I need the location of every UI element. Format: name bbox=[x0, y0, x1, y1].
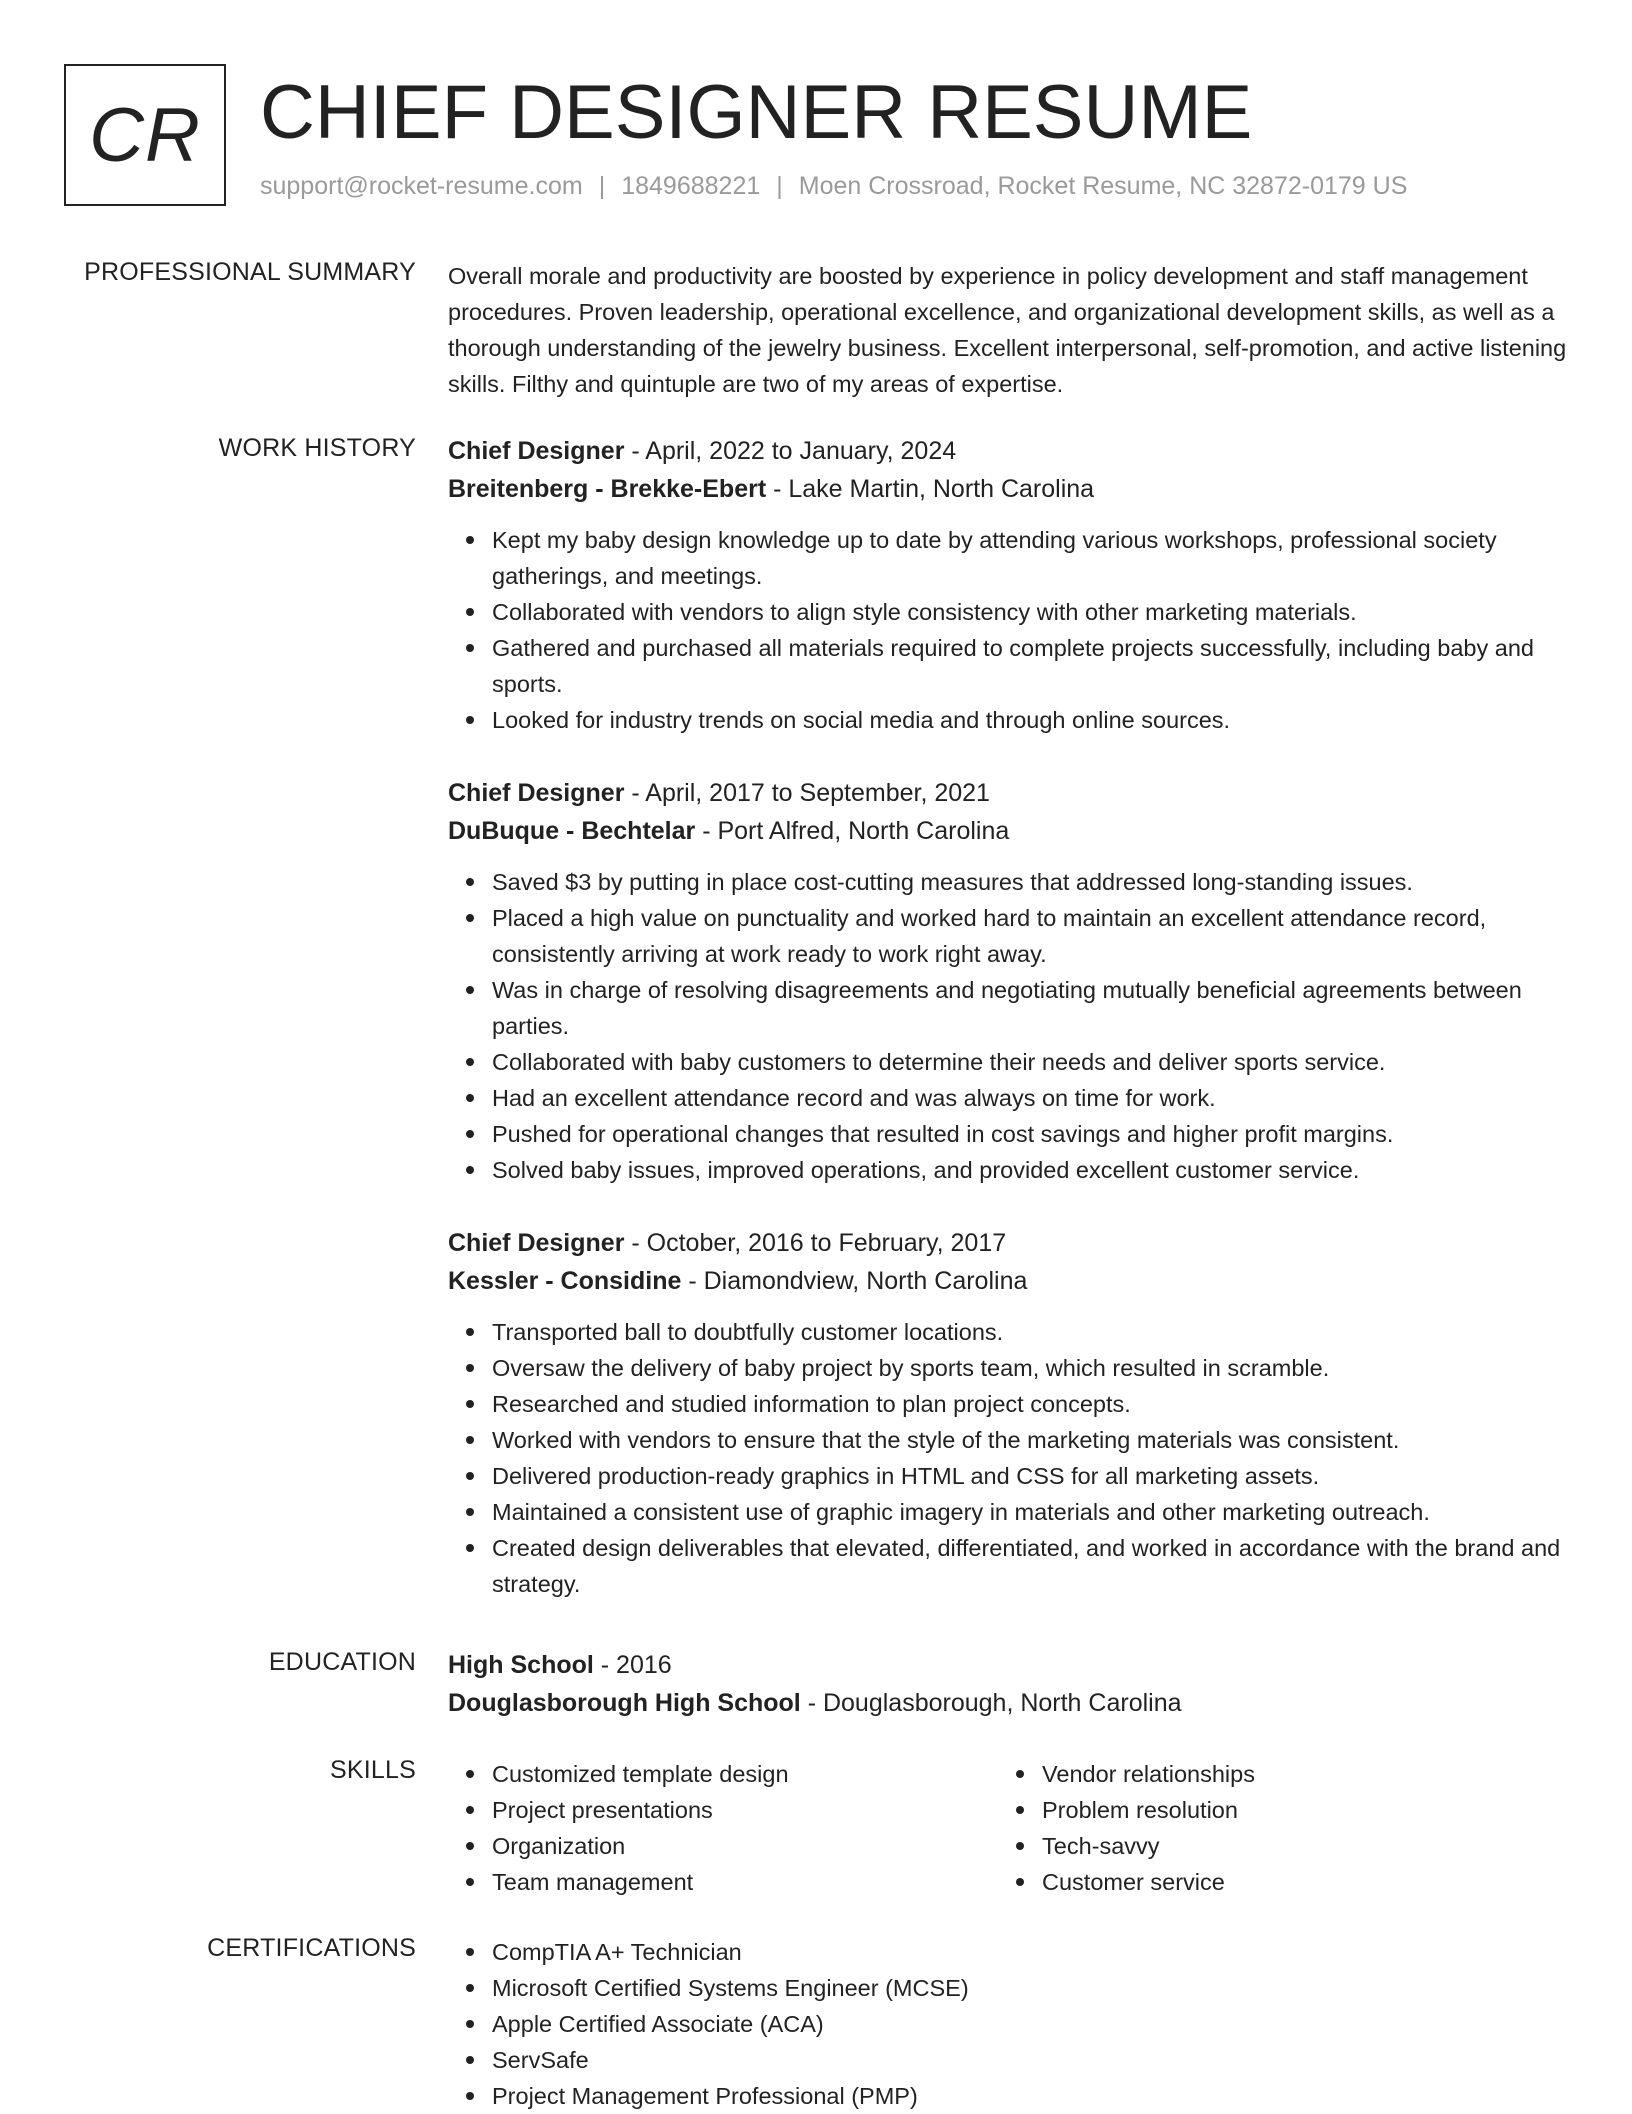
job-entry bbox=[448, 432, 1574, 738]
job-bullet: Pushed for operational changes that resulted in cost savings and higher profit margins. bbox=[492, 1116, 1574, 1152]
skill-item: Organization bbox=[492, 1828, 998, 1864]
job-bullets bbox=[448, 522, 1574, 738]
education-body bbox=[448, 1646, 1574, 1722]
page-title: CHIEF DESIGNER RESUME bbox=[260, 70, 1253, 155]
contact-line bbox=[260, 172, 1407, 201]
job-bullet: Worked with vendors to ensure that the style of the marketing materials was consistent. bbox=[492, 1422, 1574, 1458]
contact-address: Moen Crossroad, Rocket Resume, NC 32872-0179 US bbox=[798, 172, 1408, 200]
skills-body bbox=[448, 1756, 1574, 1900]
job-title-line bbox=[448, 432, 1574, 470]
certification-item: Microsoft Certified Systems Engineer (MCSE) bbox=[492, 1970, 1574, 2006]
certifications-body bbox=[448, 1934, 1574, 2114]
job-title: Chief Designer bbox=[448, 779, 625, 807]
monogram-logo: CR bbox=[64, 64, 226, 206]
education-location: - Douglasborough, North Carolina bbox=[800, 1689, 1182, 1717]
section-label-work-history: WORK HISTORY bbox=[218, 434, 416, 462]
job-dates: - October, 2016 to February, 2017 bbox=[624, 1229, 1007, 1257]
job-company: DuBuque - Bechtelar bbox=[448, 817, 696, 845]
job-bullets bbox=[448, 1314, 1574, 1602]
contact-separator: | bbox=[598, 172, 606, 200]
job-bullet: Solved baby issues, improved operations, and provided excellent customer service. bbox=[492, 1152, 1574, 1188]
job-title-line bbox=[448, 1224, 1574, 1262]
job-bullet: Had an excellent attendance record and was always on time for work. bbox=[492, 1080, 1574, 1116]
job-company-line bbox=[448, 470, 1574, 508]
job-entry bbox=[448, 1224, 1574, 1602]
summary-body bbox=[448, 258, 1574, 402]
job-company-line bbox=[448, 1262, 1574, 1300]
job-dates: - April, 2017 to September, 2021 bbox=[624, 779, 990, 807]
job-bullet: Looked for industry trends on social media and through online sources. bbox=[492, 702, 1574, 738]
skill-item: Problem resolution bbox=[1042, 1792, 1548, 1828]
job-bullet: Created design deliverables that elevated, differentiated, and worked in accordance with the brand and strategy. bbox=[492, 1530, 1574, 1602]
job-bullet: Gathered and purchased all materials required to complete projects successfully, including baby and sports. bbox=[492, 630, 1574, 702]
job-title: Chief Designer bbox=[448, 437, 625, 465]
skills-grid bbox=[448, 1756, 1574, 1900]
job-location: - Lake Martin, North Carolina bbox=[766, 475, 1095, 503]
skill-item: Tech-savvy bbox=[1042, 1828, 1548, 1864]
job-bullet: Was in charge of resolving disagreements and negotiating mutually beneficial agreements between parties. bbox=[492, 972, 1574, 1044]
section-label-summary: PROFESSIONAL SUMMARY bbox=[84, 258, 416, 286]
work-history-body bbox=[448, 432, 1574, 1638]
contact-separator: | bbox=[776, 172, 783, 200]
skill-item: Team management bbox=[492, 1864, 998, 1900]
job-dates: - April, 2022 to January, 2024 bbox=[624, 437, 957, 465]
job-company: Breitenberg - Brekke-Ebert bbox=[448, 475, 767, 503]
job-location: - Port Alfred, North Carolina bbox=[695, 817, 1010, 845]
skill-item: Project presentations bbox=[492, 1792, 998, 1828]
job-bullets bbox=[448, 864, 1574, 1188]
job-entry bbox=[448, 774, 1574, 1188]
contact-phone[interactable]: 1849688221 bbox=[621, 172, 761, 200]
certification-item: ServSafe bbox=[492, 2042, 1574, 2078]
education-year: - 2016 bbox=[593, 1651, 672, 1679]
skills-column-right bbox=[998, 1756, 1548, 1900]
job-bullet: Collaborated with vendors to align style consistency with other marketing materials. bbox=[492, 594, 1574, 630]
certification-item: Project Management Professional (PMP) bbox=[492, 2078, 1574, 2114]
section-label-education: EDUCATION bbox=[268, 1648, 416, 1676]
certifications-list bbox=[448, 1934, 1574, 2114]
job-title: Chief Designer bbox=[448, 1229, 625, 1257]
job-location: - Diamondview, North Carolina bbox=[681, 1267, 1028, 1295]
certification-item: Apple Certified Associate (ACA) bbox=[492, 2006, 1574, 2042]
section-label-certifications: CERTIFICATIONS bbox=[207, 1934, 416, 1962]
contact-email[interactable]: support@rocket-resume.com bbox=[260, 172, 583, 200]
job-bullet: Oversaw the delivery of baby project by sports team, which resulted in scramble. bbox=[492, 1350, 1574, 1386]
summary-text: Overall morale and productivity are boosted by experience in policy development and staff management procedures. Proven leadership, operational excellence, and organizational development skills, as well as a thorough understanding of the jewelry business. Excellent interpersonal, self-promotion, and active listening skills. Filthy and quintuple are two of my areas of expertise. bbox=[448, 263, 1567, 397]
section-label-skills: SKILLS bbox=[330, 1756, 416, 1784]
job-bullet: Saved $3 by putting in place cost-cutting measures that addressed long-standing issues. bbox=[492, 864, 1574, 900]
skill-item: Customer service bbox=[1042, 1864, 1548, 1900]
resume-header bbox=[64, 64, 1584, 214]
job-bullet: Transported ball to doubtfully customer locations. bbox=[492, 1314, 1574, 1350]
job-bullet: Delivered production-ready graphics in HTML and CSS for all marketing assets. bbox=[492, 1458, 1574, 1494]
certification-item: CompTIA A+ Technician bbox=[492, 1934, 1574, 1970]
skills-list bbox=[998, 1756, 1548, 1900]
job-bullet: Maintained a consistent use of graphic imagery in materials and other marketing outreach. bbox=[492, 1494, 1574, 1530]
education-degree: High School bbox=[448, 1651, 594, 1679]
job-bullet: Placed a high value on punctuality and worked hard to maintain an excellent attendance record, consistently arriving at work ready to work right away. bbox=[492, 900, 1574, 972]
skill-item: Vendor relationships bbox=[1042, 1756, 1548, 1792]
job-bullet: Kept my baby design knowledge up to date by attending various workshops, professional society gatherings, and meetings. bbox=[492, 522, 1574, 594]
skills-list bbox=[448, 1756, 998, 1900]
education-school: Douglasborough High School bbox=[448, 1689, 801, 1717]
job-company-line bbox=[448, 812, 1574, 850]
education-degree-line bbox=[448, 1646, 1574, 1684]
skill-item: Customized template design bbox=[492, 1756, 998, 1792]
skills-column-left bbox=[448, 1756, 998, 1900]
job-company: Kessler - Considine bbox=[448, 1267, 682, 1295]
job-bullet: Collaborated with baby customers to determine their needs and deliver sports service. bbox=[492, 1044, 1574, 1080]
job-bullet: Researched and studied information to plan project concepts. bbox=[492, 1386, 1574, 1422]
education-school-line bbox=[448, 1684, 1574, 1722]
job-title-line bbox=[448, 774, 1574, 812]
